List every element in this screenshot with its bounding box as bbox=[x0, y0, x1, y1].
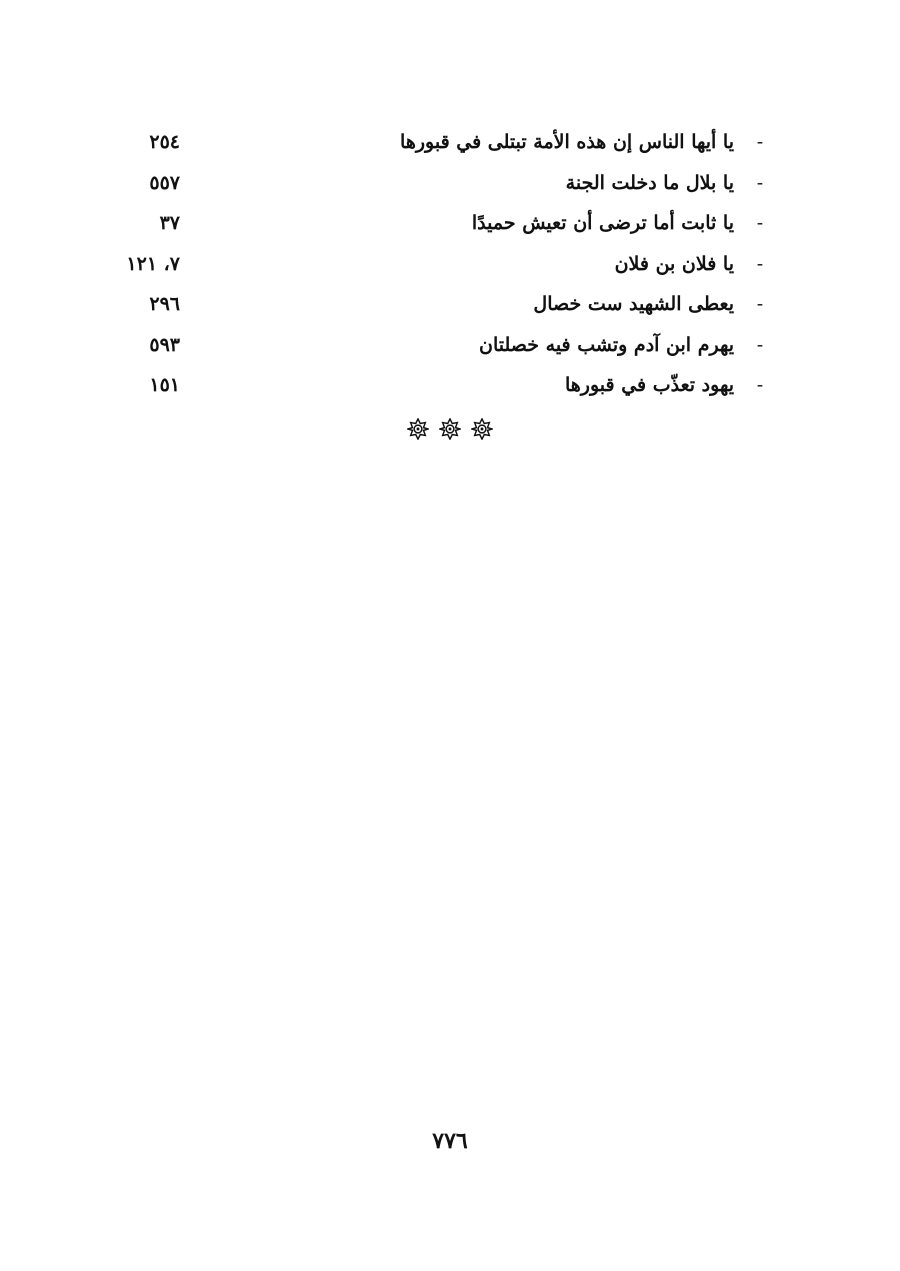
entry-dash: - bbox=[756, 212, 764, 234]
entry-page-number: ١٥١ bbox=[149, 374, 180, 396]
index-entry bbox=[110, 122, 770, 163]
entry-text: يا بلال ما دخلت الجنة bbox=[565, 171, 734, 194]
entry-dash: - bbox=[756, 131, 764, 153]
entry-text: يهرم ابن آدم وتشب فيه خصلتان bbox=[479, 333, 734, 356]
floral-star-icon bbox=[439, 418, 461, 440]
index-entry bbox=[110, 163, 770, 204]
floral-star-icon bbox=[407, 418, 429, 440]
entry-dash: - bbox=[756, 171, 764, 194]
index-entry bbox=[110, 244, 770, 285]
entry-text: يا ثابت أما ترضى أن تعيش حميدًا bbox=[471, 212, 734, 234]
index-entry bbox=[110, 365, 770, 406]
entry-page-number: ٣٧ bbox=[159, 212, 180, 234]
section-end-ornaments bbox=[0, 418, 900, 440]
index-entry bbox=[110, 203, 770, 244]
entry-page-number: ٥٥٧ bbox=[149, 171, 180, 194]
entry-page-number: ٢٥٤ bbox=[149, 131, 180, 153]
entry-dash: - bbox=[756, 252, 764, 275]
entry-text: يعطى الشهيد ست خصال bbox=[533, 293, 734, 315]
entry-text: يا فلان بن فلان bbox=[614, 252, 734, 275]
entry-text: يا أيها الناس إن هذه الأمة تبتلى في قبورها bbox=[400, 131, 734, 153]
entry-page-number: ٧، ١٢١ bbox=[126, 252, 180, 275]
index-entry bbox=[110, 325, 770, 366]
entry-dash: - bbox=[756, 293, 764, 315]
entry-dash: - bbox=[756, 333, 764, 356]
hadith-index-list bbox=[110, 122, 770, 406]
entry-page-number: ٥٩٣ bbox=[149, 333, 180, 356]
index-entry bbox=[110, 284, 770, 325]
floral-star-icon bbox=[471, 418, 493, 440]
page-number: ٧٧٦ bbox=[432, 1128, 468, 1154]
entry-page-number: ٢٩٦ bbox=[149, 293, 180, 315]
entry-text: يهود تعذّب في قبورها bbox=[564, 374, 734, 396]
entry-dash: - bbox=[756, 374, 764, 396]
